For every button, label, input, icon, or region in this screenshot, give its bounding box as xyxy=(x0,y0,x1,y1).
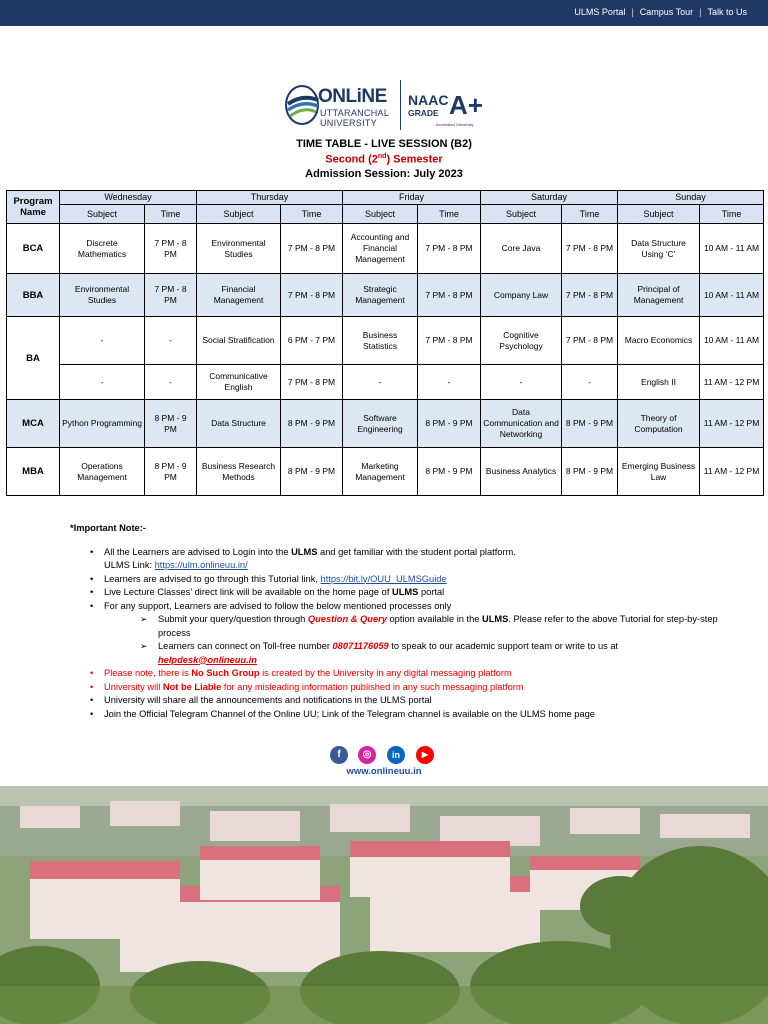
note-item: • Learners are advised to go through this Tutorial link, https://bit.ly/OUU_ULMSGuide xyxy=(104,573,750,587)
time-cell: 6 PM - 7 PM xyxy=(281,317,343,365)
top-nav-bar xyxy=(0,0,768,26)
program-cell: BBA xyxy=(7,274,60,317)
website-link[interactable]: www.onlineuu.in xyxy=(346,766,422,777)
subject-cell: Cognitive Psychology xyxy=(481,317,562,365)
time-header: Time xyxy=(562,205,618,224)
table-row-bca xyxy=(7,224,764,274)
time-cell: 8 PM - 9 PM xyxy=(145,400,197,448)
time-cell: - xyxy=(418,365,481,400)
subject-cell: Core Java xyxy=(481,224,562,274)
day-header: Thursday xyxy=(197,191,343,205)
subject-cell: - xyxy=(481,365,562,400)
time-cell: 7 PM - 8 PM xyxy=(562,224,618,274)
time-cell: 8 PM - 9 PM xyxy=(145,448,197,496)
table-row-ba-2 xyxy=(7,365,764,400)
subject-cell: - xyxy=(343,365,418,400)
time-cell: 7 PM - 8 PM xyxy=(281,274,343,317)
subject-header: Subject xyxy=(197,205,281,224)
subject-header: Subject xyxy=(343,205,418,224)
admission-session: Admission Session: July 2023 xyxy=(305,168,463,180)
nav-link-ulms-portal[interactable]: ULMS Portal xyxy=(574,7,626,17)
subject-cell: - xyxy=(60,317,145,365)
note-item: • Join the Official Telegram Channel of the Online UU; Link of the Telegram channel is available on the ULMS home page xyxy=(104,708,750,722)
time-cell: 10 AM - 11 AM xyxy=(700,274,764,317)
subject-cell: Environmental Studies xyxy=(60,274,145,317)
time-cell: 7 PM - 8 PM xyxy=(281,224,343,274)
subject-cell: English II xyxy=(618,365,700,400)
time-cell: 8 PM - 9 PM xyxy=(562,448,618,496)
nav-separator: | xyxy=(699,7,702,17)
time-cell: 8 PM - 9 PM xyxy=(281,448,343,496)
accredited-label: Accredited University xyxy=(436,122,474,127)
time-cell: - xyxy=(145,317,197,365)
time-header: Time xyxy=(700,205,764,224)
time-cell: - xyxy=(145,365,197,400)
subject-cell: Marketing Management xyxy=(343,448,418,496)
time-cell: - xyxy=(562,365,618,400)
nav-link-campus-tour[interactable]: Campus Tour xyxy=(639,7,694,17)
time-header: Time xyxy=(281,205,343,224)
program-cell: MBA xyxy=(7,448,60,496)
subject-cell: Data Communication and Networking xyxy=(481,400,562,448)
time-cell: 7 PM - 8 PM xyxy=(418,274,481,317)
day-header: Friday xyxy=(343,191,481,205)
program-cell: BCA xyxy=(7,224,60,274)
tutorial-link[interactable]: https://bit.ly/OUU_ULMSGuide xyxy=(320,573,447,584)
time-cell: 7 PM - 8 PM xyxy=(418,224,481,274)
swoosh-logo-icon xyxy=(284,84,320,126)
time-cell: 8 PM - 9 PM xyxy=(418,400,481,448)
semester-label: Second (2nd) Semester xyxy=(325,153,443,166)
time-cell: 8 PM - 9 PM xyxy=(418,448,481,496)
time-cell: 7 PM - 8 PM xyxy=(562,274,618,317)
toll-free-number: 08071176059 xyxy=(332,641,389,651)
program-cell: MCA xyxy=(7,400,60,448)
subject-cell: Financial Management xyxy=(197,274,281,317)
subject-cell: Discrete Mathematics xyxy=(60,224,145,274)
time-header: Time xyxy=(145,205,197,224)
time-cell: 11 AM - 12 PM xyxy=(700,448,764,496)
subject-cell: Theory of Computation xyxy=(618,400,700,448)
logo-divider xyxy=(400,80,401,130)
sub-note-item: ➢ Submit your query/question through Question & Query option available in the ULMS. Please refer to the above Tutorial for step-by-step process xyxy=(104,613,750,640)
time-cell: 7 PM - 8 PM xyxy=(562,317,618,365)
note-item: • All the Learners are advised to Login into the ULMS and get familiar with the student portal platform. ULMS Link: https://ulm.onlineuu.in/ xyxy=(104,546,750,573)
subject-cell: Principal of Management xyxy=(618,274,700,317)
top-nav xyxy=(571,7,750,17)
nav-separator: | xyxy=(631,7,634,17)
subject-cell: Business Statistics xyxy=(343,317,418,365)
table-header-columns xyxy=(7,205,764,224)
day-header: Saturday xyxy=(481,191,618,205)
note-item: • For any support, Learners are advised to follow the below mentioned processes only xyxy=(104,600,750,614)
ulms-link[interactable]: https://ulm.onlineuu.in/ xyxy=(154,560,248,570)
day-header: Sunday xyxy=(618,191,764,205)
subject-header: Subject xyxy=(618,205,700,224)
linkedin-icon[interactable]: in xyxy=(387,746,405,764)
subject-header: Subject xyxy=(481,205,562,224)
subject-header: Subject xyxy=(60,205,145,224)
subject-cell: Data Structure Using ‘C’ xyxy=(618,224,700,274)
logo-subtitle: UTTARANCHAL UNIVERSITY xyxy=(320,108,390,128)
subject-cell: Strategic Management xyxy=(343,274,418,317)
subject-cell: Macro Economics xyxy=(618,317,700,365)
grade-a-plus: A+ xyxy=(449,90,483,120)
note-item: • University will share all the announcements and notifications in the ULMS portal xyxy=(104,694,750,708)
instagram-icon[interactable]: ◎ xyxy=(358,746,376,764)
time-cell: 11 AM - 12 PM xyxy=(700,400,764,448)
time-cell: 8 PM - 9 PM xyxy=(562,400,618,448)
youtube-icon[interactable]: ▶ xyxy=(416,746,434,764)
subject-cell: Company Law xyxy=(481,274,562,317)
time-cell: 7 PM - 8 PM xyxy=(418,317,481,365)
note-item: • University will Not be Liable for any misleading information published in any such messaging platform xyxy=(104,681,750,695)
time-cell: 8 PM - 9 PM xyxy=(281,400,343,448)
important-notes xyxy=(70,522,750,721)
time-cell: 7 PM - 8 PM xyxy=(145,274,197,317)
subject-cell: Communicative English xyxy=(197,365,281,400)
day-header: Wednesday xyxy=(60,191,197,205)
notes-list xyxy=(70,546,750,722)
note-item: • Please note, there is No Such Group is created by the University in any digital messaging platform xyxy=(104,667,750,681)
naac-label: NAAC xyxy=(408,92,449,108)
time-cell: 10 AM - 11 AM xyxy=(700,224,764,274)
table-row-mba xyxy=(7,448,764,496)
subject-cell: Data Structure xyxy=(197,400,281,448)
grade-label: GRADE xyxy=(408,108,439,118)
subject-cell: Business Analytics xyxy=(481,448,562,496)
table-header-days xyxy=(7,191,764,205)
table-row-mca xyxy=(7,400,764,448)
facebook-icon[interactable]: f xyxy=(330,746,348,764)
subject-cell: Social Stratification xyxy=(197,317,281,365)
timetable-title: TIME TABLE - LIVE SESSION (B2) xyxy=(296,138,472,150)
subject-cell: Operations Management xyxy=(60,448,145,496)
time-cell: 7 PM - 8 PM xyxy=(145,224,197,274)
timetable xyxy=(6,190,764,496)
time-header: Time xyxy=(418,205,481,224)
subject-cell: Python Programming xyxy=(60,400,145,448)
time-cell: 7 PM - 8 PM xyxy=(281,365,343,400)
subject-cell: Software Engineering xyxy=(343,400,418,448)
helpdesk-email-link[interactable]: helpdesk@onlineuu.in xyxy=(158,654,257,665)
table-row-bba xyxy=(7,274,764,317)
table-row-ba xyxy=(7,317,764,365)
time-cell: 11 AM - 12 PM xyxy=(700,365,764,400)
subject-cell: Emerging Business Law xyxy=(618,448,700,496)
logo-wordmark: ONLiNE xyxy=(318,86,387,107)
sub-note-item: ➢ Learners can connect on Toll-free number 08071176059 to speak to our academic support team or write to us at helpdesk@onlineuu.in xyxy=(104,640,750,667)
campus-aerial-photo xyxy=(0,786,768,1024)
program-cell: BA xyxy=(7,317,60,400)
university-logo xyxy=(284,78,484,132)
time-cell: 10 AM - 11 AM xyxy=(700,317,764,365)
notes-heading: *Important Note:- xyxy=(70,523,146,533)
subject-cell: Business Research Methods xyxy=(197,448,281,496)
subject-cell: Accounting and Financial Management xyxy=(343,224,418,274)
subject-cell: Environmental Studies xyxy=(197,224,281,274)
note-item: • Live Lecture Classes’ direct link will be available on the home page of ULMS portal xyxy=(104,586,750,600)
program-name-header: Program Name xyxy=(7,191,60,224)
nav-link-talk-to-us[interactable]: Talk to Us xyxy=(707,7,747,17)
subject-cell: - xyxy=(60,365,145,400)
social-links xyxy=(330,746,440,766)
